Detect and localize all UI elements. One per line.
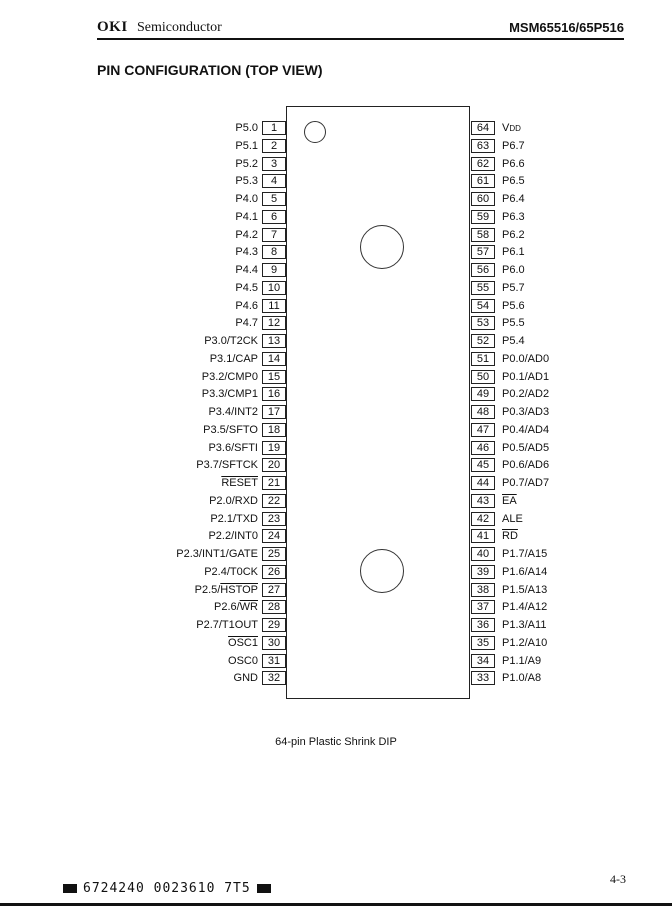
- pin-number-15: 15: [262, 370, 286, 384]
- pin-label-1: P5.0: [235, 122, 258, 134]
- oki-logo: OKI: [97, 19, 128, 35]
- pin-label-11: P4.6: [235, 300, 258, 312]
- pin-number-44: 44: [471, 476, 495, 490]
- pin-number-55: 55: [471, 281, 495, 295]
- pin-label-48: P0.3/AD3: [502, 406, 550, 418]
- pin-number-27: 27: [262, 583, 286, 597]
- pin-label-22: P2.0/RXD: [209, 495, 258, 507]
- pin-number-31: 31: [262, 654, 286, 668]
- pin-label-27: P2.5/HSTOP: [194, 584, 258, 596]
- pin-number-46: 46: [471, 441, 495, 455]
- barcode-block-icon: [257, 884, 271, 893]
- pin-number-5: 5: [262, 192, 286, 206]
- pin-label-26: P2.4/T0CK: [204, 566, 258, 578]
- pin-label-46: P0.5/AD5: [502, 442, 550, 454]
- pin-label-35: P1.2/A10: [502, 637, 548, 649]
- pin-label-8: P4.3: [235, 246, 258, 258]
- pin-number-28: 28: [262, 600, 286, 614]
- pin-number-9: 9: [262, 263, 286, 277]
- barcode-text: 6724240 0023610 7T5: [83, 881, 251, 896]
- pin-number-59: 59: [471, 210, 495, 224]
- pin-label-24: P2.2/INT0: [208, 530, 258, 542]
- pin-label-51: P0.0/AD0: [502, 353, 550, 365]
- page-header: [97, 19, 624, 39]
- pin-label-28: $P2.6/\overline{WR}$: [213, 601, 258, 613]
- pin1-notch-icon: [304, 121, 326, 143]
- pin-number-3: 3: [262, 157, 286, 171]
- pin-label-5: P4.0: [235, 193, 258, 205]
- pin-label-18: P3.5/SFTO: [203, 424, 258, 436]
- pin-number-45: 45: [471, 458, 495, 472]
- pin-label-25: P2.3/INT1/GATE: [176, 548, 258, 560]
- pin-label-21: RESET: [221, 477, 258, 489]
- pin-label-63: P6.7: [502, 140, 525, 152]
- pin-number-29: 29: [262, 618, 286, 632]
- pin-number-47: 47: [471, 423, 495, 437]
- pin-number-50: 50: [471, 370, 495, 384]
- pin-label-16: P3.3/CMP1: [201, 388, 258, 400]
- pin-label-39: P1.6/A14: [502, 566, 548, 578]
- pin-label-17: P3.4/INT2: [208, 406, 258, 418]
- page-number: 4-3: [610, 872, 626, 886]
- chip-body: [286, 106, 470, 699]
- pin-label-59: P6.3: [502, 211, 525, 223]
- pin-number-4: 4: [262, 174, 286, 188]
- barcode-line: [57, 881, 277, 896]
- pin-number-33: 33: [471, 671, 495, 685]
- pin-number-62: 62: [471, 157, 495, 171]
- pin-label-55: P5.7: [502, 282, 525, 294]
- pin-label-2: P5.1: [235, 140, 258, 152]
- pin-number-36: 36: [471, 618, 495, 632]
- pin-number-6: 6: [262, 210, 286, 224]
- pin-number-19: 19: [262, 441, 286, 455]
- pin-label-43: $\overline{EA}$: [502, 495, 517, 507]
- pin-label-7: P4.2: [235, 229, 258, 241]
- pin-number-64: 64: [471, 121, 495, 135]
- pin-label-56: P6.0: [502, 264, 525, 276]
- pin-label-3: P5.2: [235, 158, 258, 170]
- pin-number-43: 43: [471, 494, 495, 508]
- pin-label-64: VDD: [502, 122, 521, 134]
- pin-label-12: P4.7: [235, 317, 258, 329]
- pin-number-8: 8: [262, 245, 286, 259]
- pin-label-15: P3.2/CMP0: [201, 371, 258, 383]
- pin-number-30: 30: [262, 636, 286, 650]
- header-rule: [97, 38, 624, 40]
- pin-label-30: OSC1: [228, 637, 258, 649]
- pin-number-26: 26: [262, 565, 286, 579]
- pin-number-52: 52: [471, 334, 495, 348]
- pin-number-37: 37: [471, 600, 495, 614]
- pin-label-13: P3.0/T2CK: [204, 335, 258, 347]
- pin-number-24: 24: [262, 529, 286, 543]
- pin-number-35: 35: [471, 636, 495, 650]
- pin-label-41: $\overline{RD}$: [502, 530, 518, 542]
- pin-number-53: 53: [471, 316, 495, 330]
- pin-label-9: P4.4: [235, 264, 258, 276]
- pin-label-54: P5.6: [502, 300, 525, 312]
- pin-label-42: ALE: [502, 513, 523, 525]
- barcode-block-icon: [63, 884, 77, 893]
- pin-label-29: P2.7/T1OUT: [196, 619, 258, 631]
- pin-number-16: 16: [262, 387, 286, 401]
- pin-number-11: 11: [262, 299, 286, 313]
- pin-number-57: 57: [471, 245, 495, 259]
- pin-number-48: 48: [471, 405, 495, 419]
- pin-label-10: P4.5: [235, 282, 258, 294]
- pin-label-33: P1.0/A8: [502, 672, 542, 684]
- section-title: PIN CONFIGURATION (TOP VIEW): [97, 62, 323, 78]
- pin-label-36: P1.3/A11: [502, 619, 547, 631]
- pin-number-60: 60: [471, 192, 495, 206]
- pin-label-6: P4.1: [235, 211, 258, 223]
- pin-number-23: 23: [262, 512, 286, 526]
- pin-label-62: P6.6: [502, 158, 525, 170]
- pin-number-1: 1: [262, 121, 286, 135]
- pin-number-49: 49: [471, 387, 495, 401]
- pin-number-54: 54: [471, 299, 495, 313]
- pin-number-61: 61: [471, 174, 495, 188]
- pin-label-61: P6.5: [502, 175, 525, 187]
- pin-number-17: 17: [262, 405, 286, 419]
- pin-number-39: 39: [471, 565, 495, 579]
- pin-number-63: 63: [471, 139, 495, 153]
- lower-mold-mark-icon: [360, 549, 404, 593]
- part-number: MSM65516/65P516: [509, 20, 624, 35]
- pin-label-53: P5.5: [502, 317, 525, 329]
- pin-number-12: 12: [262, 316, 286, 330]
- pin-label-40: P1.7/A15: [502, 548, 548, 560]
- pin-number-56: 56: [471, 263, 495, 277]
- pin-label-14: P3.1/CAP: [209, 353, 258, 365]
- pin-number-34: 34: [471, 654, 495, 668]
- pin-label-52: P5.4: [502, 335, 525, 347]
- pin-number-22: 22: [262, 494, 286, 508]
- pin-number-7: 7: [262, 228, 286, 242]
- pin-label-47: P0.4/AD4: [502, 424, 550, 436]
- pin-number-2: 2: [262, 139, 286, 153]
- pin-label-23: P2.1/TXD: [210, 513, 258, 525]
- pin-label-32: GND: [233, 672, 258, 684]
- pin-number-10: 10: [262, 281, 286, 295]
- pin-number-13: 13: [262, 334, 286, 348]
- pin-label-4: P5.3: [235, 175, 258, 187]
- pin-number-20: 20: [262, 458, 286, 472]
- pin-number-18: 18: [262, 423, 286, 437]
- pin-number-32: 32: [262, 671, 286, 685]
- pin-label-57: P6.1: [502, 246, 525, 258]
- pin-number-21: 21: [262, 476, 286, 490]
- pin-label-44: P0.7/AD7: [502, 477, 550, 489]
- pin-number-51: 51: [471, 352, 495, 366]
- bottom-rule: [0, 903, 672, 906]
- pin-label-50: P0.1/AD1: [502, 371, 550, 383]
- pin-number-38: 38: [471, 583, 495, 597]
- pin-label-58: P6.2: [502, 229, 525, 241]
- pin-label-37: P1.4/A12: [502, 601, 548, 613]
- pin-number-58: 58: [471, 228, 495, 242]
- pin-number-42: 42: [471, 512, 495, 526]
- pin-label-34: P1.1/A9: [502, 655, 542, 667]
- upper-mold-mark-icon: [360, 225, 404, 269]
- pin-label-20: P3.7/SFTCK: [196, 459, 258, 471]
- pin-number-14: 14: [262, 352, 286, 366]
- pin-label-45: P0.6/AD6: [502, 459, 550, 471]
- pin-label-38: P1.5/A13: [502, 584, 548, 596]
- pin-number-40: 40: [471, 547, 495, 561]
- pin-label-60: P6.4: [502, 193, 525, 205]
- pin-label-19: P3.6/SFTI: [208, 442, 258, 454]
- package-caption: 64-pin Plastic Shrink DIP: [275, 736, 397, 748]
- pin-number-41: 41: [471, 529, 495, 543]
- company-name: Semiconductor: [137, 20, 222, 35]
- pin-label-31: OSC0: [228, 655, 258, 667]
- pin-label-49: P0.2/AD2: [502, 388, 550, 400]
- pin-number-25: 25: [262, 547, 286, 561]
